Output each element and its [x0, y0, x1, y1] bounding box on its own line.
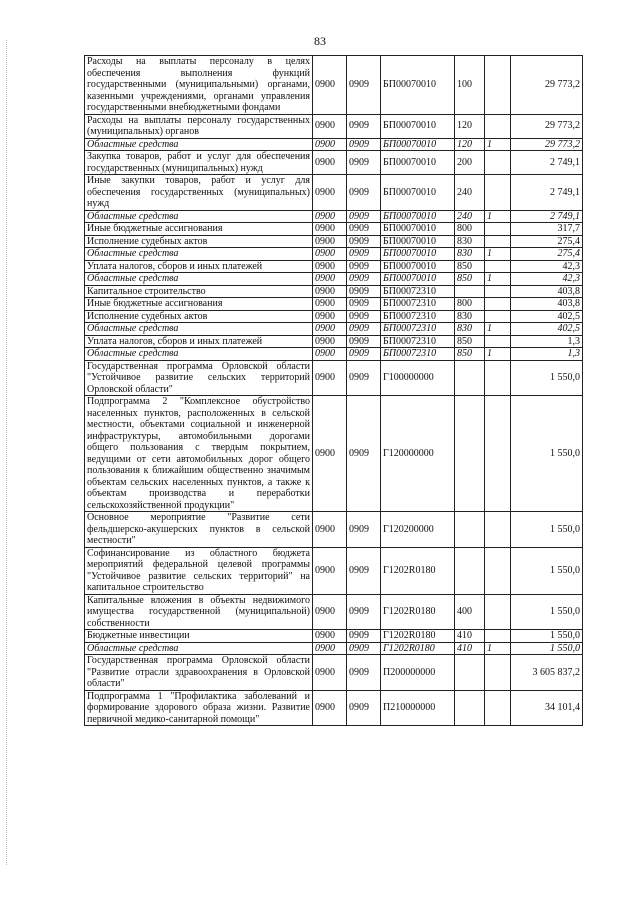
amount-cell: 403,8	[511, 285, 583, 298]
table-row	[85, 630, 583, 643]
amount-cell: 1 550,0	[511, 642, 583, 655]
table-row	[85, 547, 583, 594]
row-name-cell: Иные бюджетные ассигнования	[85, 298, 313, 311]
row-name-cell: Подпрограмма 1 "Профилактика заболеваний и формирование здорового образа жизни. Развитие первичной медико-санитарной помощи"	[85, 690, 313, 726]
amount-cell: 29 773,2	[511, 114, 583, 138]
row-name-cell: Бюджетные инвестиции	[85, 630, 313, 643]
target-article-cell: П210000000	[381, 690, 455, 726]
expense-type-cell	[455, 655, 485, 691]
amount-cell: 1,3	[511, 348, 583, 361]
section-code-cell: 0900	[313, 396, 347, 512]
section-code-cell: 0900	[313, 175, 347, 211]
table-row	[85, 323, 583, 336]
binding-margin-line	[6, 40, 7, 865]
table-row	[85, 235, 583, 248]
section-code-cell: 0900	[313, 642, 347, 655]
funding-source-cell: 1	[485, 138, 511, 151]
section-code-cell: 0900	[313, 310, 347, 323]
target-article-cell: БП00072310	[381, 348, 455, 361]
row-name-cell: Областные средства	[85, 348, 313, 361]
amount-cell: 275,4	[511, 235, 583, 248]
subsection-code-cell: 0909	[347, 273, 381, 286]
section-code-cell: 0900	[313, 138, 347, 151]
section-code-cell: 0900	[313, 114, 347, 138]
amount-cell: 2 749,1	[511, 210, 583, 223]
section-code-cell: 0900	[313, 335, 347, 348]
table-row	[85, 655, 583, 691]
funding-source-cell	[485, 175, 511, 211]
table-row	[85, 360, 583, 396]
row-name-cell: Капитальные вложения в объекты недвижимого имущества государственной (муниципальной) собственности	[85, 594, 313, 630]
subsection-code-cell: 0909	[347, 175, 381, 211]
table-row	[85, 138, 583, 151]
expense-type-cell: 240	[455, 210, 485, 223]
amount-cell: 29 773,2	[511, 138, 583, 151]
target-article-cell: БП00072310	[381, 323, 455, 336]
funding-source-cell	[485, 396, 511, 512]
table-row	[85, 310, 583, 323]
funding-source-cell	[485, 114, 511, 138]
target-article-cell: БП00070010	[381, 223, 455, 236]
amount-cell: 1 550,0	[511, 594, 583, 630]
row-name-cell: Иные закупки товаров, работ и услуг для обеспечения государственных (муниципальных) нужд	[85, 175, 313, 211]
amount-cell: 34 101,4	[511, 690, 583, 726]
subsection-code-cell: 0909	[347, 138, 381, 151]
funding-source-cell	[485, 360, 511, 396]
subsection-code-cell: 0909	[347, 323, 381, 336]
section-code-cell: 0900	[313, 360, 347, 396]
funding-source-cell	[485, 151, 511, 175]
funding-source-cell	[485, 594, 511, 630]
target-article-cell: БП00070010	[381, 273, 455, 286]
row-name-cell: Государственная программа Орловской области "Развитие отрасли здравоохранения в Орловской области"	[85, 655, 313, 691]
funding-source-cell	[485, 310, 511, 323]
target-article-cell: Г1202R0180	[381, 594, 455, 630]
table-row	[85, 285, 583, 298]
row-name-cell: Уплата налогов, сборов и иных платежей	[85, 335, 313, 348]
table-row	[85, 210, 583, 223]
section-code-cell: 0900	[313, 223, 347, 236]
funding-source-cell	[485, 235, 511, 248]
table-row	[85, 396, 583, 512]
subsection-code-cell: 0909	[347, 547, 381, 594]
target-article-cell: БП00072310	[381, 298, 455, 311]
funding-source-cell	[485, 56, 511, 115]
table-row	[85, 175, 583, 211]
row-name-cell: Расходы на выплаты персоналу в целях обеспечения выполнения функций государственными (муниципальными) органами, казенными учреждениями, органами управления государственными внебюджетными фондами	[85, 56, 313, 115]
amount-cell: 317,7	[511, 223, 583, 236]
subsection-code-cell: 0909	[347, 360, 381, 396]
target-article-cell: Г1202R0180	[381, 642, 455, 655]
target-article-cell: Г120200000	[381, 512, 455, 548]
subsection-code-cell: 0909	[347, 235, 381, 248]
amount-cell: 29 773,2	[511, 56, 583, 115]
row-name-cell: Исполнение судебных актов	[85, 235, 313, 248]
amount-cell: 1 550,0	[511, 360, 583, 396]
amount-cell: 1,3	[511, 335, 583, 348]
row-name-cell: Государственная программа Орловской области "Устойчивое развитие сельских территорий Орловской области"	[85, 360, 313, 396]
amount-cell: 1 550,0	[511, 396, 583, 512]
section-code-cell: 0900	[313, 348, 347, 361]
row-name-cell: Областные средства	[85, 642, 313, 655]
funding-source-cell	[485, 223, 511, 236]
row-name-cell: Подпрограмма 2 "Комплексное обустройство населенных пунктов, расположенных в сельской местности, объектами социальной и инженерной инфраструктуры, автомобильными дорогами общего пользования с твердым покрытием, ведущими от сети автомобильных дорог общего пользования к ближайшим общественно значимым объектам сельских населенных пунктов, а также к объектам производства и переработки сельскохозяйственной продукции"	[85, 396, 313, 512]
expense-type-cell: 410	[455, 630, 485, 643]
target-article-cell: БП00070010	[381, 151, 455, 175]
amount-cell: 403,8	[511, 298, 583, 311]
section-code-cell: 0900	[313, 56, 347, 115]
section-code-cell: 0900	[313, 273, 347, 286]
target-article-cell: Г1202R0180	[381, 630, 455, 643]
table-row	[85, 335, 583, 348]
expense-type-cell: 800	[455, 298, 485, 311]
subsection-code-cell: 0909	[347, 630, 381, 643]
row-name-cell: Областные средства	[85, 273, 313, 286]
expense-type-cell	[455, 396, 485, 512]
subsection-code-cell: 0909	[347, 114, 381, 138]
row-name-cell: Исполнение судебных актов	[85, 310, 313, 323]
funding-source-cell: 1	[485, 323, 511, 336]
row-name-cell: Закупка товаров, работ и услуг для обеспечения государственных (муниципальных) нужд	[85, 151, 313, 175]
row-name-cell: Областные средства	[85, 138, 313, 151]
expense-type-cell	[455, 512, 485, 548]
section-code-cell: 0900	[313, 285, 347, 298]
target-article-cell: БП00070010	[381, 260, 455, 273]
subsection-code-cell: 0909	[347, 642, 381, 655]
subsection-code-cell: 0909	[347, 210, 381, 223]
target-article-cell: Г120000000	[381, 396, 455, 512]
expense-type-cell	[455, 547, 485, 594]
target-article-cell: БП00070010	[381, 138, 455, 151]
target-article-cell: БП00072310	[381, 310, 455, 323]
funding-source-cell	[485, 655, 511, 691]
expense-type-cell: 200	[455, 151, 485, 175]
expense-type-cell	[455, 690, 485, 726]
section-code-cell: 0900	[313, 248, 347, 261]
amount-cell: 275,4	[511, 248, 583, 261]
expense-type-cell: 830	[455, 310, 485, 323]
expense-type-cell: 100	[455, 56, 485, 115]
target-article-cell: БП00072310	[381, 285, 455, 298]
funding-source-cell	[485, 512, 511, 548]
section-code-cell: 0900	[313, 235, 347, 248]
amount-cell: 42,3	[511, 273, 583, 286]
expense-type-cell: 850	[455, 260, 485, 273]
table-row	[85, 690, 583, 726]
expense-type-cell: 830	[455, 248, 485, 261]
section-code-cell: 0900	[313, 690, 347, 726]
funding-source-cell: 1	[485, 642, 511, 655]
table-row	[85, 260, 583, 273]
subsection-code-cell: 0909	[347, 298, 381, 311]
target-article-cell: БП00072310	[381, 335, 455, 348]
funding-source-cell	[485, 285, 511, 298]
row-name-cell: Иные бюджетные ассигнования	[85, 223, 313, 236]
amount-cell: 42,3	[511, 260, 583, 273]
row-name-cell: Основное мероприятие "Развитие сети фельдшерско-акушерских пунктов в сельской местности"	[85, 512, 313, 548]
subsection-code-cell: 0909	[347, 594, 381, 630]
section-code-cell: 0900	[313, 630, 347, 643]
funding-source-cell	[485, 335, 511, 348]
row-name-cell: Капитальное строительство	[85, 285, 313, 298]
subsection-code-cell: 0909	[347, 56, 381, 115]
amount-cell: 2 749,1	[511, 151, 583, 175]
section-code-cell: 0900	[313, 323, 347, 336]
table-row	[85, 248, 583, 261]
amount-cell: 1 550,0	[511, 547, 583, 594]
expense-type-cell: 800	[455, 223, 485, 236]
funding-source-cell: 1	[485, 348, 511, 361]
expense-type-cell: 240	[455, 175, 485, 211]
section-code-cell: 0900	[313, 298, 347, 311]
subsection-code-cell: 0909	[347, 285, 381, 298]
subsection-code-cell: 0909	[347, 655, 381, 691]
subsection-code-cell: 0909	[347, 248, 381, 261]
target-article-cell: БП00070010	[381, 56, 455, 115]
budget-table	[84, 55, 583, 726]
row-name-cell: Областные средства	[85, 210, 313, 223]
row-name-cell: Областные средства	[85, 323, 313, 336]
table-row	[85, 114, 583, 138]
target-article-cell: Г100000000	[381, 360, 455, 396]
table-row	[85, 348, 583, 361]
expense-type-cell	[455, 360, 485, 396]
table-row	[85, 594, 583, 630]
expense-type-cell: 850	[455, 348, 485, 361]
funding-source-cell	[485, 547, 511, 594]
subsection-code-cell: 0909	[347, 260, 381, 273]
table-row	[85, 223, 583, 236]
subsection-code-cell: 0909	[347, 690, 381, 726]
amount-cell: 402,5	[511, 323, 583, 336]
amount-cell: 402,5	[511, 310, 583, 323]
funding-source-cell	[485, 690, 511, 726]
section-code-cell: 0900	[313, 594, 347, 630]
section-code-cell: 0900	[313, 512, 347, 548]
amount-cell: 1 550,0	[511, 512, 583, 548]
amount-cell: 2 749,1	[511, 175, 583, 211]
budget-table-body	[85, 56, 583, 726]
expense-type-cell: 850	[455, 335, 485, 348]
subsection-code-cell: 0909	[347, 348, 381, 361]
table-row	[85, 642, 583, 655]
section-code-cell: 0900	[313, 655, 347, 691]
row-name-cell: Уплата налогов, сборов и иных платежей	[85, 260, 313, 273]
expense-type-cell	[455, 285, 485, 298]
row-name-cell: Расходы на выплаты персоналу государственных (муниципальных) органов	[85, 114, 313, 138]
section-code-cell: 0900	[313, 260, 347, 273]
expense-type-cell: 410	[455, 642, 485, 655]
subsection-code-cell: 0909	[347, 223, 381, 236]
table-row	[85, 151, 583, 175]
amount-cell: 1 550,0	[511, 630, 583, 643]
table-row	[85, 512, 583, 548]
table-row	[85, 298, 583, 311]
funding-source-cell	[485, 630, 511, 643]
funding-source-cell: 1	[485, 248, 511, 261]
expense-type-cell: 120	[455, 114, 485, 138]
funding-source-cell: 1	[485, 210, 511, 223]
target-article-cell: П200000000	[381, 655, 455, 691]
table-row	[85, 56, 583, 115]
row-name-cell: Софинансирование из областного бюджета мероприятий федеральной целевой программы "Устойчивое развитие сельских территорий" на капитальное строительство	[85, 547, 313, 594]
funding-source-cell	[485, 298, 511, 311]
subsection-code-cell: 0909	[347, 310, 381, 323]
expense-type-cell: 830	[455, 323, 485, 336]
section-code-cell: 0900	[313, 547, 347, 594]
section-code-cell: 0900	[313, 151, 347, 175]
funding-source-cell: 1	[485, 273, 511, 286]
subsection-code-cell: 0909	[347, 396, 381, 512]
subsection-code-cell: 0909	[347, 512, 381, 548]
target-article-cell: БП00070010	[381, 235, 455, 248]
expense-type-cell: 120	[455, 138, 485, 151]
expense-type-cell: 830	[455, 235, 485, 248]
expense-type-cell: 400	[455, 594, 485, 630]
subsection-code-cell: 0909	[347, 151, 381, 175]
target-article-cell: Г1202R0180	[381, 547, 455, 594]
subsection-code-cell: 0909	[347, 335, 381, 348]
row-name-cell: Областные средства	[85, 248, 313, 261]
target-article-cell: БП00070010	[381, 248, 455, 261]
expense-type-cell: 850	[455, 273, 485, 286]
target-article-cell: БП00070010	[381, 175, 455, 211]
section-code-cell: 0900	[313, 210, 347, 223]
target-article-cell: БП00070010	[381, 210, 455, 223]
funding-source-cell	[485, 260, 511, 273]
table-row	[85, 273, 583, 286]
page-number: 83	[314, 34, 326, 48]
amount-cell: 3 605 837,2	[511, 655, 583, 691]
target-article-cell: БП00070010	[381, 114, 455, 138]
